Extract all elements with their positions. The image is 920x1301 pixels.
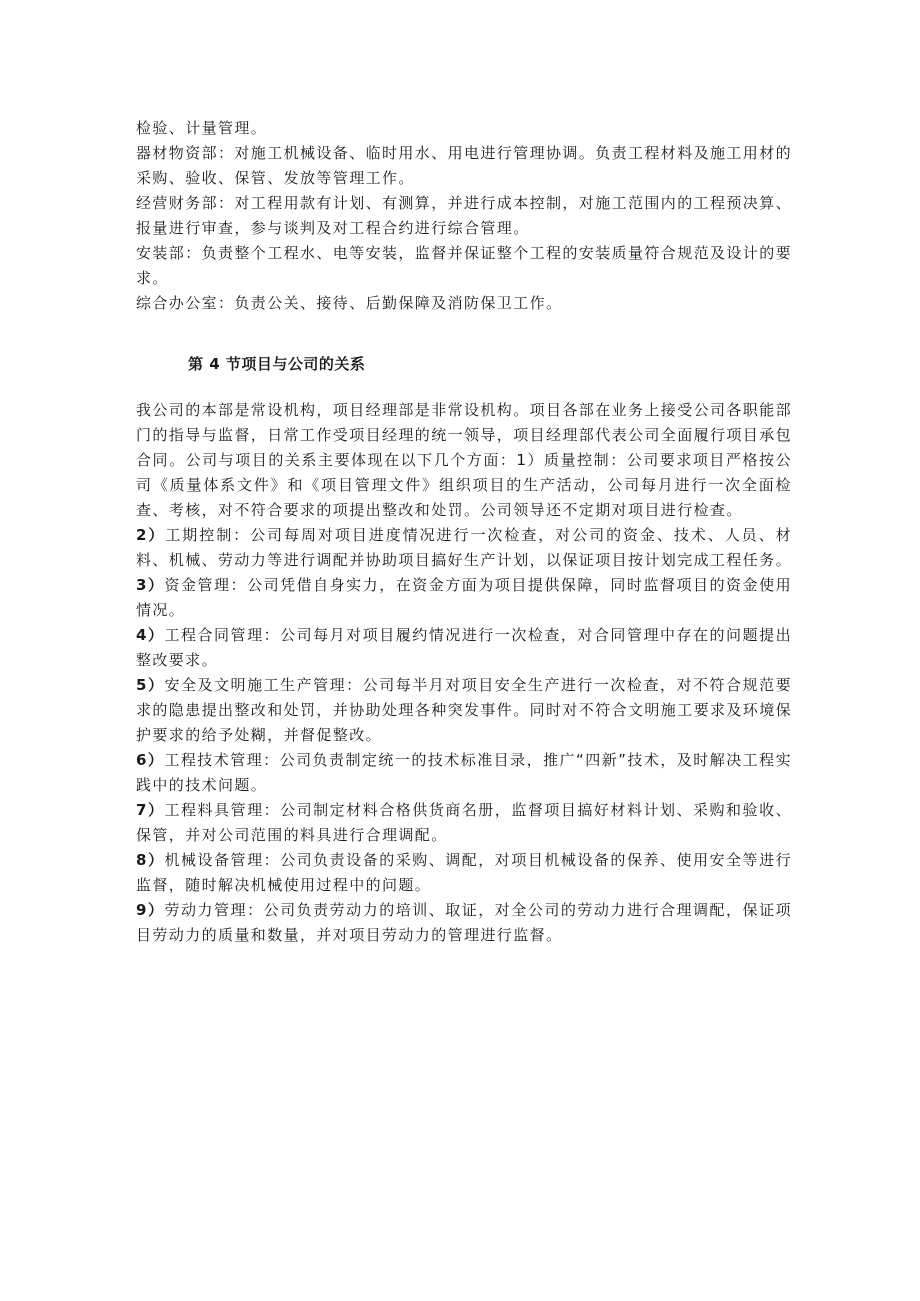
paragraph: 器材物资部：对施工机械设备、临时用水、用电进行管理协调。负责工程材料及施工用材的采购、验收、保管、发放等管理工作。 <box>136 144 793 187</box>
list-item <box>136 623 792 673</box>
item-text: 工程合同管理：公司每月对项目履约情况进行一次检查，对合同管理中存在的问题提出整改要求。 <box>136 626 792 669</box>
list-item <box>136 523 792 573</box>
list-item <box>136 848 792 898</box>
item-number: 9） <box>136 901 165 919</box>
item-number: 6） <box>136 751 165 769</box>
item-text: 资金管理：公司凭借自身实力，在资金方面为项目提供保障，同时监督项目的资金使用情况。 <box>136 576 792 619</box>
department-duties <box>136 116 792 316</box>
item-number: 4） <box>136 626 165 644</box>
item-text: 工程技术管理：公司负责制定统一的技术标准目录，推广“四新”技术，及时解决工程实践中的技术问题。 <box>136 751 792 794</box>
section-body <box>136 398 792 948</box>
item-number: 5） <box>136 676 165 694</box>
paragraph: 安装部：负责整个工程水、电等安装，监督并保证整个工程的安装质量符合规范及设计的要求。 <box>136 244 793 287</box>
item-number: 3） <box>136 576 165 594</box>
item-text: 工程料具管理：公司制定材料合格供货商名册，监督项目搞好材料计划、采购和验收、保管，并对公司范围的料具进行合理调配。 <box>136 801 792 844</box>
list-item <box>136 673 792 748</box>
item-text: 劳动力管理：公司负责劳动力的培训、取证，对全公司的劳动力进行合理调配，保证项目劳动力的质量和数量，并对项目劳动力的管理进行监督。 <box>136 901 792 944</box>
document-content <box>136 116 793 944</box>
intro-paragraph: 我公司的本部是常设机构，项目经理部是非常设机构。项目各部在业务上接受公司各职能部门的指导与监督，日常工作受项目经理的统一领导，项目经理部代表公司全面履行项目承包合同。公司与项目的关系主要体现在以下几个方面：1）质量控制：公司要求项目严格按公司《质量体系文件》和《项目管理文件》组织项目的生产活动，公司每月进行一次全面检查、考核，对不符合要求的项提出整改和处罚。公司领导还不定期对项目进行检查。 <box>136 401 793 519</box>
paragraph: 综合办公室：负责公关、接待、后勤保障及消防保卫工作。 <box>136 294 563 312</box>
paragraph: 检验、计量管理。 <box>136 119 268 137</box>
paragraph: 经营财务部：对工程用款有计划、有测算，并进行成本控制，对施工范围内的工程预决算、报量进行审查，参与谈判及对工程合约进行综合管理。 <box>136 194 793 237</box>
item-text: 机械设备管理：公司负责设备的采购、调配，对项目机械设备的保养、使用安全等进行监督，随时解决机械使用过程中的问题。 <box>136 851 792 894</box>
item-text: 安全及文明施工生产管理：公司每半月对项目安全生产进行一次检查，对不符合规范要求的隐患提出整改和处罚，并协助处理各种突发事件。同时对不符合文明施工要求及环境保护要求的给予处糊，并督促整改。 <box>136 676 793 744</box>
item-number: 2） <box>136 526 166 544</box>
item-number: 8） <box>136 851 165 869</box>
list-item <box>136 798 792 848</box>
list-item <box>136 573 792 623</box>
item-text: 工期控制：公司每周对项目进度情况进行一次检查，对公司的资金、技术、人员、材料、机械、劳动力等进行调配并协助项目搞好生产计划，以保证项目按计划完成工程任务。 <box>136 526 793 569</box>
item-number: 7） <box>136 801 165 819</box>
list-item <box>136 898 792 948</box>
list-item <box>136 748 792 798</box>
section-heading: 第 4 节项目与公司的关系 <box>188 355 366 373</box>
